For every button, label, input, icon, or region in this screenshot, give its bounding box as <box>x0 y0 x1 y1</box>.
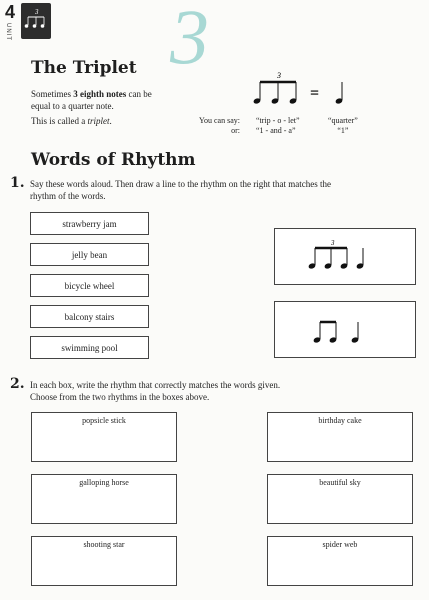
equals-sign: = <box>310 85 320 102</box>
rhythm-box-triplet-mark: 3 <box>331 239 335 247</box>
triplet-description: Sometimes 3 eighth notes can be equal to a quarter note. This is called a triplet. <box>31 89 152 126</box>
badge-triplet-mark: 3 <box>35 8 39 16</box>
word-box-jelly-bean: jelly bean <box>30 243 149 266</box>
exercise-1-number: 1. <box>10 175 25 191</box>
exercise-2-instructions: In each box, write the rhythm that correctly matches the words given. Choose from the two rhythms in the boxes above. <box>30 380 281 402</box>
answer-box-shooting-star[interactable]: shooting star <box>31 536 177 586</box>
big-unit-number: 3 <box>170 0 209 80</box>
triplet-quarter-rhythm-notation <box>275 229 415 284</box>
word-box-balcony-stairs: balcony stairs <box>30 305 149 328</box>
exercise-1-instructions: Say these words aloud. Then draw a line to the rhythm on the right that matches the rhythm of the words. <box>30 179 332 201</box>
word-box-bicycle-wheel: bicycle wheel <box>30 274 149 297</box>
unit-number: 4 <box>5 2 16 22</box>
answer-box-birthday-cake[interactable]: birthday cake <box>267 412 413 462</box>
rhythm-box-eighths-quarter <box>274 301 416 358</box>
say-quarter-words: “quarter” “1” <box>328 116 358 135</box>
triplet-mark: 3 <box>277 71 281 80</box>
word-box-strawberry-jam: strawberry jam <box>30 212 149 235</box>
exercise-2-number: 2. <box>10 376 25 392</box>
answer-box-spider-web[interactable]: spider web <box>267 536 413 586</box>
word-box-swimming-pool: swimming pool <box>30 336 149 359</box>
triplet-badge-icon <box>21 3 51 39</box>
triplet-title: The Triplet <box>31 58 137 78</box>
answer-box-popsicle-stick[interactable]: popsicle stick <box>31 412 177 462</box>
say-triplet-words: “trip - o - let” “1 - and - a” <box>256 116 300 135</box>
unit-label: UNIT <box>5 23 11 41</box>
unit-badge <box>21 3 51 39</box>
answer-box-galloping-horse[interactable]: galloping horse <box>31 474 177 524</box>
triplet-equals-quarter-notation <box>250 68 360 108</box>
rhythm-box-triplet <box>274 228 416 285</box>
answer-box-beautiful-sky[interactable]: beautiful sky <box>267 474 413 524</box>
words-of-rhythm-title: Words of Rhythm <box>31 150 196 170</box>
say-label: You can say: or: <box>199 116 240 135</box>
eighths-quarter-rhythm-notation <box>275 302 415 357</box>
